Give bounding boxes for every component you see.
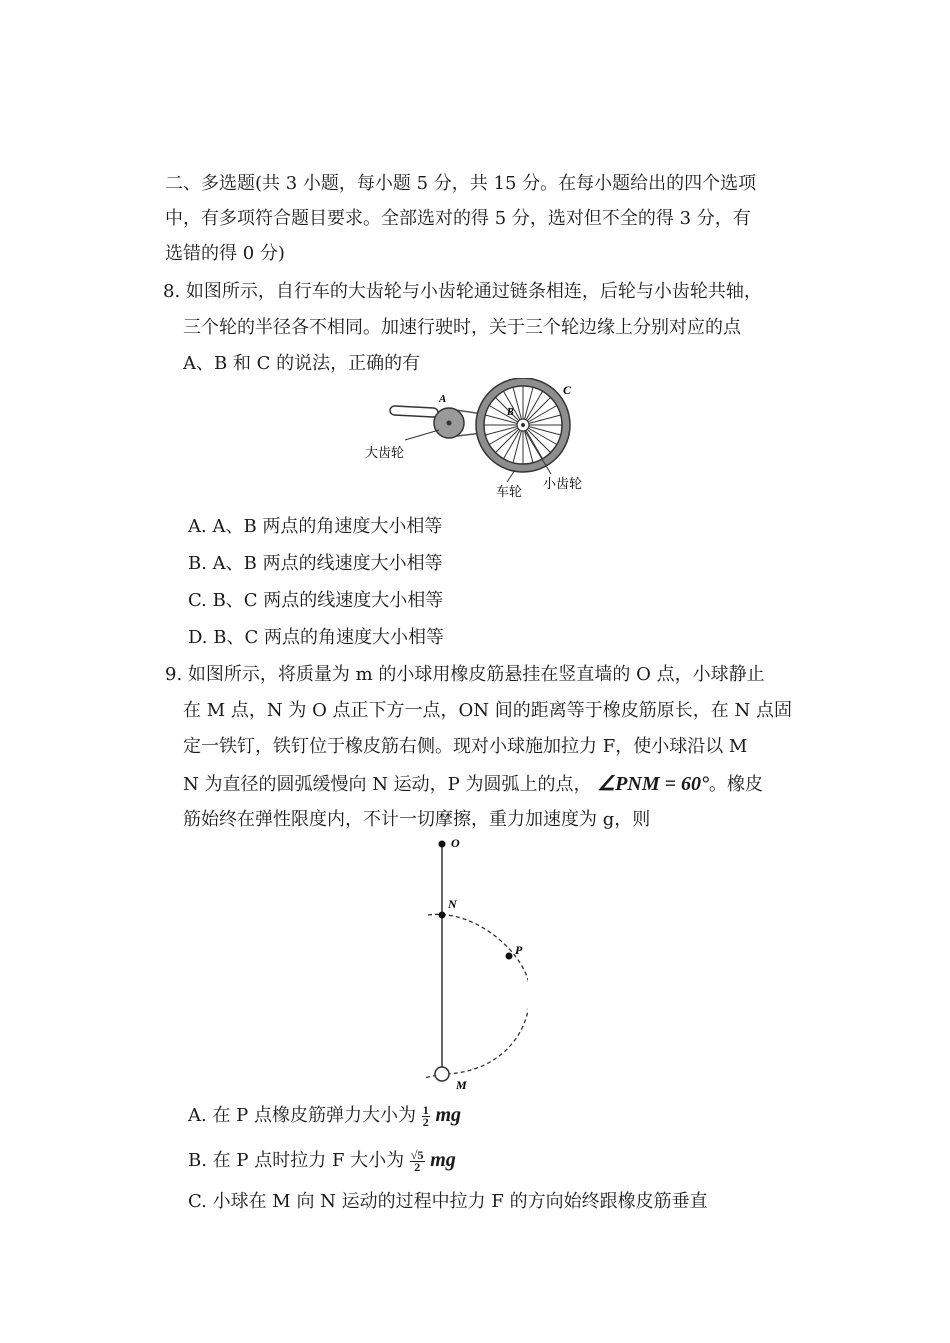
q9-option-c: C. 小球在 M 向 N 运动的过程中拉力 F 的方向始终跟橡皮筋垂直 [188,1191,708,1212]
label-p: P [515,943,523,957]
q9-stem-line-4 [183,772,763,797]
q8-option-c: C. B、C 两点的线速度大小相等 [188,590,444,611]
q9-stem-line-4-tail: 。橡皮 [709,774,764,795]
q8-option-d: D. B、C 两点的角速度大小相等 [188,627,444,648]
bicycle-gear-figure [355,378,600,503]
pedal-crank [390,406,438,417]
q9-option-a-text: A. 在 P 点橡皮筋弹力大小为 [188,1105,416,1126]
rubber-band-figure [418,832,528,1092]
mg-symbol: mg [430,1149,456,1171]
q9-stem-line-5: 筋始终在弹性限度内，不计一切摩擦，重力加速度为 g，则 [183,809,651,830]
q9-stem-line-1: 9. 如图所示，将质量为 m 的小球用橡皮筋悬挂在竖直墙的 O 点，小球静止 [165,664,765,685]
q8-stem-line-2: 三个轮的半径各不相同。加速行驶时，关于三个轮边缘上分别对应的点 [183,317,741,338]
fraction-root5-half [410,1147,425,1174]
q9-option-b-text: B. 在 P 点时拉力 F 大小为 [188,1150,405,1171]
label-small-gear: 小齿轮 [543,477,583,492]
point-o [439,841,446,848]
label-wheel: 车轮 [496,485,523,500]
wheel-pointer [507,470,515,482]
q8-option-a: A. A、B 两点的角速度大小相等 [188,516,443,537]
q8-stem-line-1: 8. 如图所示，自行车的大齿轮与小齿轮通过链条相连，后轮与小齿轮共轴， [163,281,762,302]
label-m: M [456,1078,467,1092]
mg-symbol: mg [435,1104,462,1126]
small-gear-hub [521,423,525,427]
label-o: O [451,836,460,850]
label-n: N [448,897,457,911]
fraction-one-half [422,1102,430,1129]
section-header-line-1: 二、多选题(共 3 小题，每小题 5 分，共 15 分。在每小题给出的四个选项 [165,173,757,194]
section-header-line-3: 选错的得 0 分) [165,243,285,264]
q9-stem-line-2: 在 M 点，N 为 O 点正下方一点，ON 间的距离等于橡皮筋原长，在 N 点固 [183,700,792,721]
label-big-gear: 大齿轮 [365,446,405,461]
fraction-denominator: 2 [414,1159,421,1174]
label-c: C [563,383,572,397]
point-n [439,912,446,919]
q9-stem-line-4-text: N 为直径的圆弧缓慢向 N 运动，P 为圆弧上的点， [183,774,592,795]
arc-nm [424,914,528,1078]
q8-stem-line-3: A、B 和 C 的说法，正确的有 [183,353,421,374]
fraction-denominator: 2 [422,1114,429,1129]
big-gear-pointer [405,430,439,440]
fraction-numerator: 1 [422,1102,429,1117]
fraction-numerator: √5 [410,1147,424,1162]
q9-option-a [188,1103,461,1128]
angle-pnm-formula: ∠PNM = 60° [597,773,710,795]
q9-option-b [188,1148,456,1173]
big-gear-hub [447,421,452,426]
ball-m [435,1067,449,1081]
point-p [506,953,513,960]
section-header-line-2: 中，有多项符合题目要求。全部选对的得 5 分，选对但不全的得 3 分，有 [165,208,751,229]
label-a: A [439,393,447,405]
q9-stem-line-3: 定一铁钉，铁钉位于橡皮筋右侧。现对小球施加拉力 F，使小球沿以 M [183,736,748,757]
label-b: B [507,407,514,418]
q8-option-b: B. A、B 两点的线速度大小相等 [188,553,443,574]
